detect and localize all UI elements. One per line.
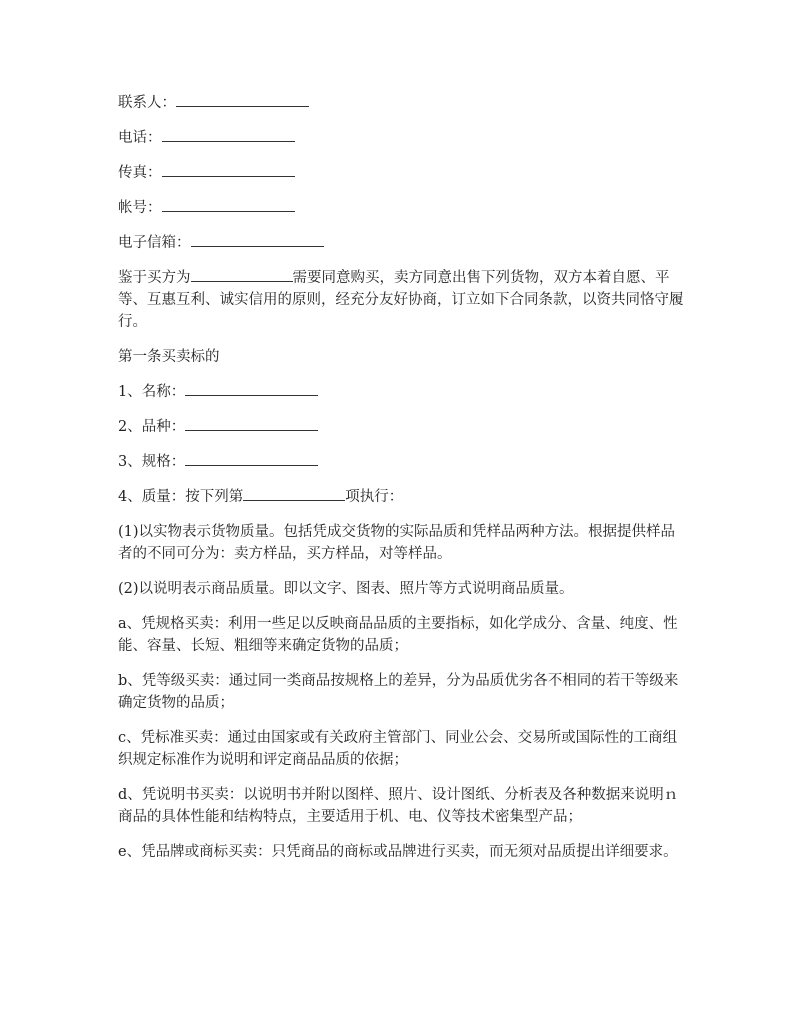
quality-method-1: (1)以实物表示货物质量。包括凭成交货物的实际品质和凭样品两种方法。根据提供样品者的不同可分为：卖方样品，买方样品，对等样品。 [118,524,676,562]
phone-blank[interactable] [162,127,295,142]
fax-blank[interactable] [162,162,295,177]
quality-by-brand: e、凭品牌或商标买卖：只凭商品的商标或品牌进行买卖，而无须对品质提出详细要求。 [118,844,678,860]
phone-label: 电话： [118,130,162,146]
buyer-purpose-blank[interactable] [191,267,293,282]
account-blank[interactable] [162,197,295,212]
item-spec-label: 3、规格： [118,454,186,470]
item-name-line [118,381,684,403]
contact-person-blank[interactable] [176,92,309,107]
item-name-label: 1、名称： [118,384,186,400]
quality-suffix: 项执行： [345,489,404,505]
quality-by-spec: a、凭规格买卖：利用一些足以反映商品品质的主要指标，如化学成分、含量、纯度、性能、容量、长短、粗细等来确定货物的品质； [118,616,678,654]
fax-label: 传真： [118,165,162,181]
fax-line [118,162,684,184]
email-blank[interactable] [191,232,324,247]
item-variety-blank[interactable] [185,416,318,431]
item-variety-label: 2、品种： [118,419,186,435]
contact-person-label: 联系人： [118,95,176,111]
item-name-blank[interactable] [185,381,318,396]
quality-by-standard: c、凭标准买卖：通过由国家或有关政府主管部门、同业公会、交易所或国际性的工商组织规定标准作为说明和评定商品品质的依据； [118,730,678,768]
email-line [118,232,684,254]
account-label: 帐号： [118,200,162,216]
quality-method-2: (2)以说明表示商品质量。即以文字、图表、照片等方式说明商品质量。 [118,581,574,597]
quality-by-grade: b、凭等级买卖：通过同一类商品按规格上的差异，分为品质优劣各不相同的若干等级来确定货物的品质； [118,673,679,711]
intro-paragraph [118,267,684,333]
intro-suffix: 需要同意购买，卖方同意出售下列货物，双方本着自愿、平等、互惠互利、诚实信用的原则，经充分友好协商，订立如下合同条款，以资共同恪守履行。 [118,270,684,330]
contract-page [118,92,684,876]
quality-item-blank[interactable] [243,486,345,501]
email-label: 电子信箱： [118,235,191,251]
account-line [118,197,684,219]
quality-prefix: 4、质量：按下列第 [118,489,244,505]
contact-person-line [118,92,684,114]
quality-line [118,486,684,508]
quality-by-manual: d、凭说明书买卖：以说明书并附以图样、照片、设计图纸、分析表及各种数据来说明ｎ商品的具体性能和结构特点，主要适用于机、电、仪等技术密集型产品； [118,787,679,825]
item-spec-blank[interactable] [185,451,318,466]
item-spec-line [118,451,684,473]
item-variety-line [118,416,684,438]
intro-prefix: 鉴于买方为 [118,270,191,286]
phone-line [118,127,684,149]
article1-title: 第一条买卖标的 [118,349,220,365]
